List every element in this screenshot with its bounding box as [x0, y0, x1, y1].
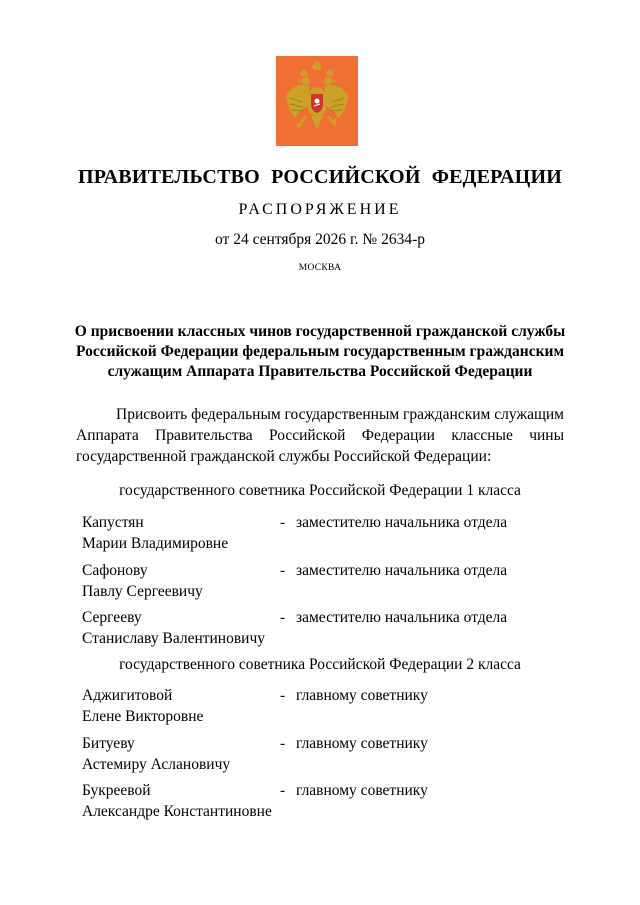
list-item	[82, 512, 582, 554]
person-surname: Битуеву	[82, 735, 135, 752]
list-item	[82, 780, 582, 822]
person-surname: Капустян	[82, 514, 144, 531]
subject-line: служащим Аппарата Правительства Российской Федерации	[107, 363, 533, 380]
separator-dash: -	[280, 609, 286, 626]
person-position: главному советнику	[296, 782, 428, 799]
person-given-name: Павлу Сергеевичу	[82, 583, 203, 600]
document-city: МОСКВА	[298, 263, 342, 273]
person-position: заместителю начальника отдела	[296, 562, 508, 579]
separator-dash: -	[280, 687, 286, 704]
person-surname: Сафонову	[82, 562, 148, 579]
document-date-number: от 24 сентября 2026 г. № 2634-р	[215, 231, 425, 248]
document-subject	[0, 322, 640, 382]
double-headed-eagle-icon	[276, 56, 358, 146]
person-position: главному советнику	[296, 687, 428, 704]
intro-paragraph	[76, 404, 564, 467]
section-title-class-1: государственного советника Российской Федерации 1 класса	[119, 482, 521, 499]
person-position: главному советнику	[296, 735, 428, 752]
subject-line: О присвоении классных чинов государственной гражданской службы	[74, 323, 566, 340]
list-item	[82, 733, 582, 775]
person-position: заместителю начальника отдела	[296, 609, 508, 626]
document-type: РАСПОРЯЖЕНИЕ	[238, 201, 402, 218]
list-item	[82, 560, 582, 602]
separator-dash: -	[280, 514, 286, 531]
person-given-name: Александре Константиновне	[82, 803, 272, 820]
person-given-name: Марии Владимировне	[82, 535, 229, 552]
separator-dash: -	[280, 562, 286, 579]
section-title-class-2: государственного советника Российской Федерации 2 класса	[119, 656, 521, 673]
separator-dash: -	[280, 735, 286, 752]
intro-text: Присвоить федеральным государственным гражданским служащим Аппарата Правительства Российской Федерации классные чины государственной гражданской службы Российской Федерации:	[76, 406, 564, 465]
person-surname: Аджигитовой	[82, 687, 173, 704]
subject-line: Российской Федерации федеральным государственным гражданским	[75, 343, 564, 360]
person-given-name: Елене Викторовне	[82, 708, 204, 725]
separator-dash: -	[280, 782, 286, 799]
person-surname: Сергееву	[82, 609, 142, 626]
coat-of-arms-emblem	[276, 56, 358, 146]
person-given-name: Астемиру Аслановичу	[82, 756, 231, 773]
person-given-name: Станиславу Валентиновичу	[82, 630, 266, 647]
person-position: заместителю начальника отдела	[296, 514, 508, 531]
government-title: ПРАВИТЕЛЬСТВО РОССИЙСКОЙ ФЕДЕРАЦИИ	[78, 166, 562, 188]
list-item	[82, 607, 582, 649]
person-surname: Букреевой	[82, 782, 151, 799]
list-item	[82, 685, 582, 727]
